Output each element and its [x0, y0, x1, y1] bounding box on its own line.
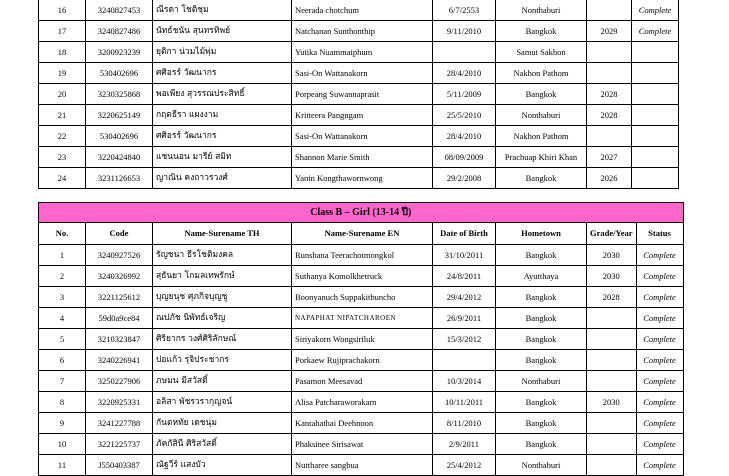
cell-status: Complete	[636, 245, 683, 266]
cell-status: Complete	[636, 329, 683, 350]
cell-code: 3240827486	[86, 21, 153, 42]
cell-grade	[587, 371, 637, 392]
cell-name-th: ศศิอรร์ วัฒนากร	[153, 126, 292, 147]
cell-code: 3210323847	[86, 329, 153, 350]
header-dob: Date of Birth	[433, 223, 496, 245]
cell-no: 22	[39, 126, 86, 147]
cell-name-en: Kantahathai Deehnoon	[292, 413, 433, 434]
cell-no: 5	[39, 329, 86, 350]
cell-name-th: รัญชนา ธีรโชติมงคล	[153, 245, 292, 266]
table-row	[39, 455, 684, 476]
table-row	[39, 126, 679, 147]
cell-grade	[587, 329, 637, 350]
cell-no: 19	[39, 63, 86, 84]
cell-grade: 2030	[587, 392, 637, 413]
cell-status: Complete	[636, 392, 683, 413]
cell-status: Complete	[636, 308, 683, 329]
cell-status: Complete	[636, 371, 683, 392]
table-top-body	[39, 0, 679, 189]
cell-status: Complete	[636, 434, 683, 455]
cell-name-en: Sasi-On Wattanakorn	[292, 63, 433, 84]
cell-name-th: สุธันยา โกมลเทพรักษ์	[153, 266, 292, 287]
class-title: Class B – Girl (13-14 ปี)	[39, 203, 684, 223]
cell-status	[632, 147, 679, 168]
cell-hometown: Bangkok	[496, 84, 587, 105]
cell-no: 24	[39, 168, 86, 189]
cell-code: 3221125612	[86, 287, 153, 308]
header-name-th: Name-Surename TH	[153, 223, 292, 245]
cell-status: Complete	[636, 413, 683, 434]
cell-name-en: Phaksinee Sirisawat	[292, 434, 433, 455]
cell-name-th: ปอแก้ว รุจิประชากร	[153, 350, 292, 371]
cell-no: 21	[39, 105, 86, 126]
cell-grade	[587, 308, 637, 329]
cell-dob: 29/2/2008	[433, 168, 496, 189]
header-grade: Grade/Year	[587, 223, 637, 245]
cell-code: 3241227788	[86, 413, 153, 434]
cell-hometown: Bangkok	[496, 434, 587, 455]
cell-dob: 08/09/2009	[433, 147, 496, 168]
cell-grade	[587, 455, 637, 476]
table-row	[39, 42, 679, 63]
cell-code: J550403387	[86, 455, 153, 476]
cell-dob: 15/3/2012	[433, 329, 496, 350]
cell-dob: 29/4/2012	[433, 287, 496, 308]
table-row	[39, 413, 684, 434]
table-row	[39, 308, 684, 329]
cell-hometown: Prachuap Khiri Khan	[496, 147, 587, 168]
cell-status	[632, 63, 679, 84]
cell-name-th: อลิสา พัชรวรากุญจน์	[153, 392, 292, 413]
cell-hometown: Bangkok	[496, 21, 587, 42]
cell-name-en: Runshana Teerachotmongkol	[292, 245, 433, 266]
cell-hometown: Bangkok	[496, 329, 587, 350]
cell-name-en: Porpeang Suwannaprasit	[292, 84, 433, 105]
cell-code: 3230325868	[86, 84, 153, 105]
cell-code: 3240326992	[86, 266, 153, 287]
cell-no: 2	[39, 266, 86, 287]
table-row	[39, 245, 684, 266]
cell-status: Complete	[636, 266, 683, 287]
registration-table-top	[38, 0, 679, 189]
cell-name-en: Porkaew Rujiprachakorn	[292, 350, 433, 371]
cell-dob: 10/3/2014	[433, 371, 496, 392]
class-title-row	[39, 203, 684, 223]
cell-dob: 25/5/2010	[433, 105, 496, 126]
cell-grade	[587, 413, 637, 434]
cell-name-en: Nuttharee sangbua	[292, 455, 433, 476]
cell-name-th: ภษมน มีสวัสดิ์	[153, 371, 292, 392]
cell-dob: 24/8/2011	[433, 266, 496, 287]
cell-no: 4	[39, 308, 86, 329]
header-name-en: Name-Surename EN	[292, 223, 433, 245]
cell-no: 17	[39, 21, 86, 42]
cell-dob: 25/4/2012	[433, 455, 496, 476]
cell-no: 6	[39, 350, 86, 371]
cell-name-en: Suthanya Komolkhetruck	[292, 266, 433, 287]
cell-name-th: ณัฐวีร์ แสงบัว	[153, 455, 292, 476]
table-row	[39, 266, 684, 287]
cell-no: 8	[39, 392, 86, 413]
cell-code: 3240927526	[86, 245, 153, 266]
cell-no: 11	[39, 455, 86, 476]
cell-dob: 10/11/2011	[433, 392, 496, 413]
cell-hometown: Bangkok	[496, 308, 587, 329]
cell-no: 1	[39, 245, 86, 266]
cell-no: 16	[39, 0, 86, 21]
cell-hometown: Bangkok	[496, 392, 587, 413]
cell-grade	[587, 42, 632, 63]
cell-hometown: Nonthaburi	[496, 455, 587, 476]
cell-no: 20	[39, 84, 86, 105]
registration-table-class-b-girl	[38, 202, 684, 476]
cell-grade	[587, 63, 632, 84]
cell-dob: 9/11/2010	[433, 21, 496, 42]
cell-name-en: Pasamon Meesavad	[292, 371, 433, 392]
cell-dob	[433, 350, 496, 371]
cell-no: 23	[39, 147, 86, 168]
cell-grade: 2028	[587, 287, 637, 308]
cell-grade: 2030	[587, 266, 637, 287]
cell-name-en: Yanin Kongthawornwong	[292, 168, 433, 189]
cell-hometown: Bangkok	[496, 168, 587, 189]
header-status: Status	[636, 223, 683, 245]
cell-code: 3220925331	[86, 392, 153, 413]
cell-dob	[433, 42, 496, 63]
table-row	[39, 0, 679, 21]
cell-dob: 2/9/2011	[433, 434, 496, 455]
cell-name-en: Sasi-On Wattanakorn	[292, 126, 433, 147]
cell-hometown: Samut Sakhon	[496, 42, 587, 63]
cell-name-en: Alisa Patcharaworakarn	[292, 392, 433, 413]
cell-name-th: ยุติกา น่วมไม้พุ่ม	[153, 42, 292, 63]
cell-hometown: Nakhon Pathom	[496, 63, 587, 84]
cell-name-en: NAPAPHAT NIPATCHAROEN	[292, 308, 433, 329]
cell-no: 7	[39, 371, 86, 392]
cell-code: 3231126653	[86, 168, 153, 189]
cell-grade	[587, 350, 637, 371]
cell-name-th: ศิริยากร วงศ์ศิริลักษณ์	[153, 329, 292, 350]
cell-no: 9	[39, 413, 86, 434]
cell-grade: 2028	[587, 84, 632, 105]
cell-code: 3221225737	[86, 434, 153, 455]
cell-dob: 5/11/2009	[433, 84, 496, 105]
cell-name-th: ภัคกัสินี ศิริสวัสดิ์	[153, 434, 292, 455]
table-row	[39, 84, 679, 105]
cell-status	[632, 84, 679, 105]
cell-name-th: กฤตธีรา แผงงาม	[153, 105, 292, 126]
table-row	[39, 21, 679, 42]
table-row	[39, 63, 679, 84]
table-row	[39, 350, 684, 371]
cell-no: 10	[39, 434, 86, 455]
cell-status	[632, 105, 679, 126]
cell-grade: 2028	[587, 105, 632, 126]
header-row	[39, 223, 684, 245]
table-row	[39, 371, 684, 392]
cell-status: Complete	[636, 350, 683, 371]
table-row	[39, 147, 679, 168]
cell-grade	[587, 126, 632, 147]
table-row	[39, 392, 684, 413]
header-no: No.	[39, 223, 86, 245]
cell-name-th: นัทธ์ชนัน สุนทรทิพย์	[153, 21, 292, 42]
cell-no: 18	[39, 42, 86, 63]
cell-name-en: Yutika Nuammaiphum	[292, 42, 433, 63]
cell-dob: 28/4/2010	[433, 126, 496, 147]
cell-hometown: Nonthaburi	[496, 371, 587, 392]
cell-status: Complete	[632, 0, 679, 21]
cell-code: 3240827453	[86, 0, 153, 21]
cell-hometown: Nakhon Pathom	[496, 126, 587, 147]
cell-grade: 2027	[587, 147, 632, 168]
cell-status: Complete	[632, 21, 679, 42]
cell-status: Complete	[636, 287, 683, 308]
header-code: Code	[86, 223, 153, 245]
cell-status	[632, 42, 679, 63]
cell-dob: 8/11/2010	[433, 413, 496, 434]
cell-hometown: Ayutthaya	[496, 266, 587, 287]
cell-hometown: Bangkok	[496, 245, 587, 266]
cell-name-th: พอเพียง สุวรรณประสิทธิ์	[153, 84, 292, 105]
cell-code: 530402696	[86, 63, 153, 84]
cell-hometown: Bangkok	[496, 413, 587, 434]
cell-hometown: Nonthaburi	[496, 0, 587, 21]
table-row	[39, 287, 684, 308]
cell-name-th: ศศิอรร์ วัฒนากร	[153, 63, 292, 84]
cell-grade: 2029	[587, 21, 632, 42]
cell-dob: 31/10/2011	[433, 245, 496, 266]
cell-grade: 2026	[587, 168, 632, 189]
cell-name-en: Neerada chotchum	[292, 0, 433, 21]
table-row	[39, 105, 679, 126]
cell-dob: 28/4/2010	[433, 63, 496, 84]
table-row	[39, 329, 684, 350]
table-row	[39, 434, 684, 455]
cell-grade	[587, 0, 632, 21]
table-bottom-body	[39, 245, 684, 476]
cell-status: Complete	[636, 455, 683, 476]
cell-name-en: Natchanan Sunthonthip	[292, 21, 433, 42]
cell-code: 530402696	[86, 126, 153, 147]
cell-hometown: Nonthaburi	[496, 105, 587, 126]
cell-name-th: แชนนอน มารีย์ สมิท	[153, 147, 292, 168]
cell-hometown: Bangkok	[496, 350, 587, 371]
table-row	[39, 168, 679, 189]
cell-grade: 2030	[587, 245, 637, 266]
cell-dob: 6/7/2553	[433, 0, 496, 21]
cell-code: 3200923239	[86, 42, 153, 63]
cell-no: 3	[39, 287, 86, 308]
cell-dob: 26/9/2011	[433, 308, 496, 329]
cell-name-en: Shannon Marie Smith	[292, 147, 433, 168]
cell-name-en: Siriyakorn Wongsiriluk	[292, 329, 433, 350]
cell-code: 3220625149	[86, 105, 153, 126]
cell-name-th: กันตหทัย เดชนุ่ม	[153, 413, 292, 434]
cell-name-th: ณีรดา โชติชุม	[153, 0, 292, 21]
cell-name-en: Boonyanuch Suppakitbuncho	[292, 287, 433, 308]
cell-hometown: Bangkok	[496, 287, 587, 308]
cell-code: 3240226941	[86, 350, 153, 371]
cell-status	[632, 126, 679, 147]
cell-name-en: Kritteera Pangngam	[292, 105, 433, 126]
header-hometown: Hometown	[496, 223, 587, 245]
cell-code: 3220424840	[86, 147, 153, 168]
cell-name-th: บุญยนุช ศุภกิจบุญชู	[153, 287, 292, 308]
cell-code: 3250227906	[86, 371, 153, 392]
cell-grade	[587, 434, 637, 455]
cell-name-th: ญาณิน คงถาวรวงศ์	[153, 168, 292, 189]
cell-code: 59d0a9ce84	[86, 308, 153, 329]
cell-status	[632, 168, 679, 189]
cell-name-th: ณปภัช นิพัทธ์เจริญ	[153, 308, 292, 329]
